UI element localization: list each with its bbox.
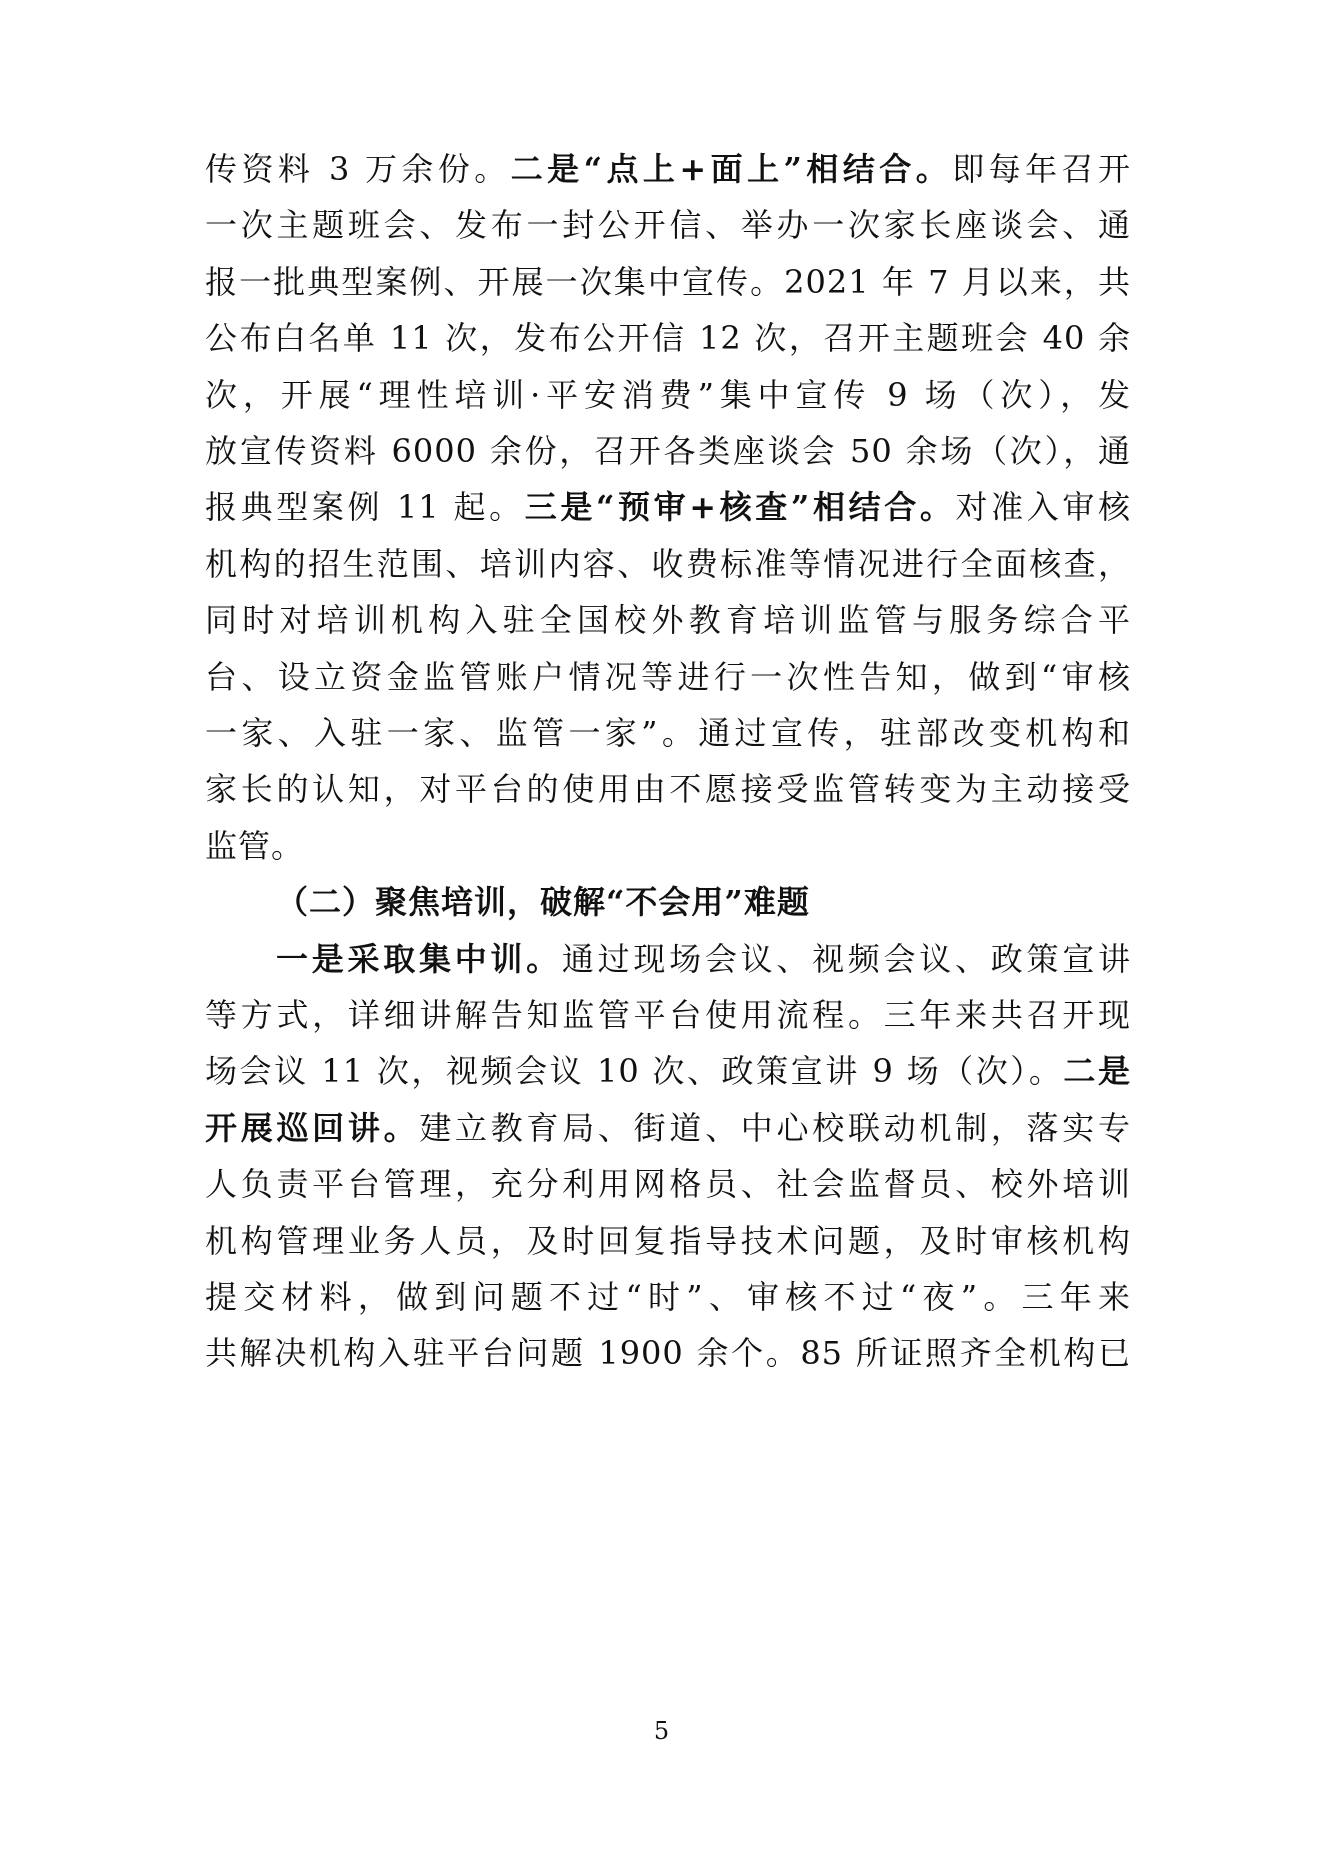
text-line <box>205 1269 1131 1325</box>
text-segment: 台、设立资金监管账户情况等进行一次性告知，做到“审核 <box>205 657 1131 696</box>
text-segment: 放宣传资料 6000 余份，召开各类座谈会 50 余场（次），通 <box>205 432 1131 470</box>
text-line <box>205 367 1131 423</box>
text-segment: 通过现场会议、视频会议、政策宣讲 <box>561 939 1131 978</box>
text-line <box>205 1213 1131 1269</box>
text-line <box>205 310 1131 366</box>
text-line <box>205 1156 1131 1212</box>
bold-text-segment: 二是 <box>1063 1052 1131 1091</box>
text-line <box>205 254 1131 310</box>
text-segment: 共解决机构入驻平台问题 1900 余个。85 所证照齐全机构已 <box>205 1334 1131 1373</box>
text-segment: 家长的认知，对平台的使用由不愿接受监管转变为主动接受 <box>205 770 1131 809</box>
section-heading <box>276 874 1131 930</box>
text-segment: 建立教育局、街道、中心校联动机制，落实专 <box>419 1108 1131 1147</box>
text-segment: 场会议 11 次，视频会议 10 次、政策宣讲 9 场（次）。 <box>205 1052 1064 1091</box>
text-segment: 报典型案例 11 起。 <box>205 488 525 527</box>
page-number: 5 <box>653 1717 670 1745</box>
text-segment: 机构管理业务人员，及时回复指导技术问题，及时审核机构 <box>205 1221 1131 1260</box>
text-line <box>205 649 1131 705</box>
text-segment: 传资料 3 万余份。 <box>205 150 511 188</box>
text-line <box>205 818 1131 874</box>
text-segment: 提交材料，做到问题不过“时”、审核不过“夜”。三年来 <box>205 1278 1131 1316</box>
bold-text-segment: （二）聚焦培训，破解“不会用”难题 <box>276 883 810 922</box>
text-segment: 次，开展“理性培训·平安消费”集中宣传 9 场（次），发 <box>205 375 1131 414</box>
bold-text-segment: 一是采取集中训。 <box>276 939 562 978</box>
text-line <box>205 536 1131 592</box>
bold-text-segment: 二是“点上+面上”相结合。 <box>510 150 953 188</box>
text-segment: 公布白名单 11 次，发布公开信 12 次，召开主题班会 40 余 <box>205 319 1131 358</box>
text-line <box>205 987 1131 1043</box>
text-segment: 同时对培训机构入驻全国校外教育培训监管与服务综合平 <box>205 601 1131 640</box>
text-line <box>205 1100 1131 1156</box>
bold-text-segment: 三是“预审+核查”相结合。 <box>524 488 956 527</box>
text-line <box>205 197 1131 253</box>
text-segment: 一次主题班会、发布一封公开信、举办一次家长座谈会、通 <box>205 206 1131 245</box>
text-segment: 一家、入驻一家、监管一家”。通过宣传，驻部改变机构和 <box>205 714 1131 752</box>
bold-text-segment: 开展巡回讲。 <box>205 1108 420 1147</box>
text-segment: 即每年召开 <box>952 150 1131 188</box>
text-segment: 报一批典型案例、开展一次集中宣传。2021 年 7 月以来，共 <box>205 262 1131 301</box>
text-segment: 人负责平台管理，充分利用网格员、社会监督员、校外培训 <box>205 1165 1131 1204</box>
text-line <box>276 931 1131 987</box>
text-segment: 监管。 <box>205 826 305 865</box>
text-line <box>205 1043 1131 1099</box>
text-segment: 对准入审核 <box>955 488 1131 527</box>
text-line <box>205 761 1131 817</box>
text-line <box>205 423 1131 479</box>
text-line <box>205 141 1131 197</box>
text-segment: 等方式，详细讲解告知监管平台使用流程。三年来共召开现 <box>205 996 1131 1034</box>
text-line <box>205 705 1131 761</box>
text-line <box>205 479 1131 535</box>
text-segment: 机构的招生范围、培训内容、收费标准等情况进行全面核查， <box>205 544 1131 583</box>
text-line <box>205 1325 1131 1381</box>
text-line <box>205 592 1131 648</box>
